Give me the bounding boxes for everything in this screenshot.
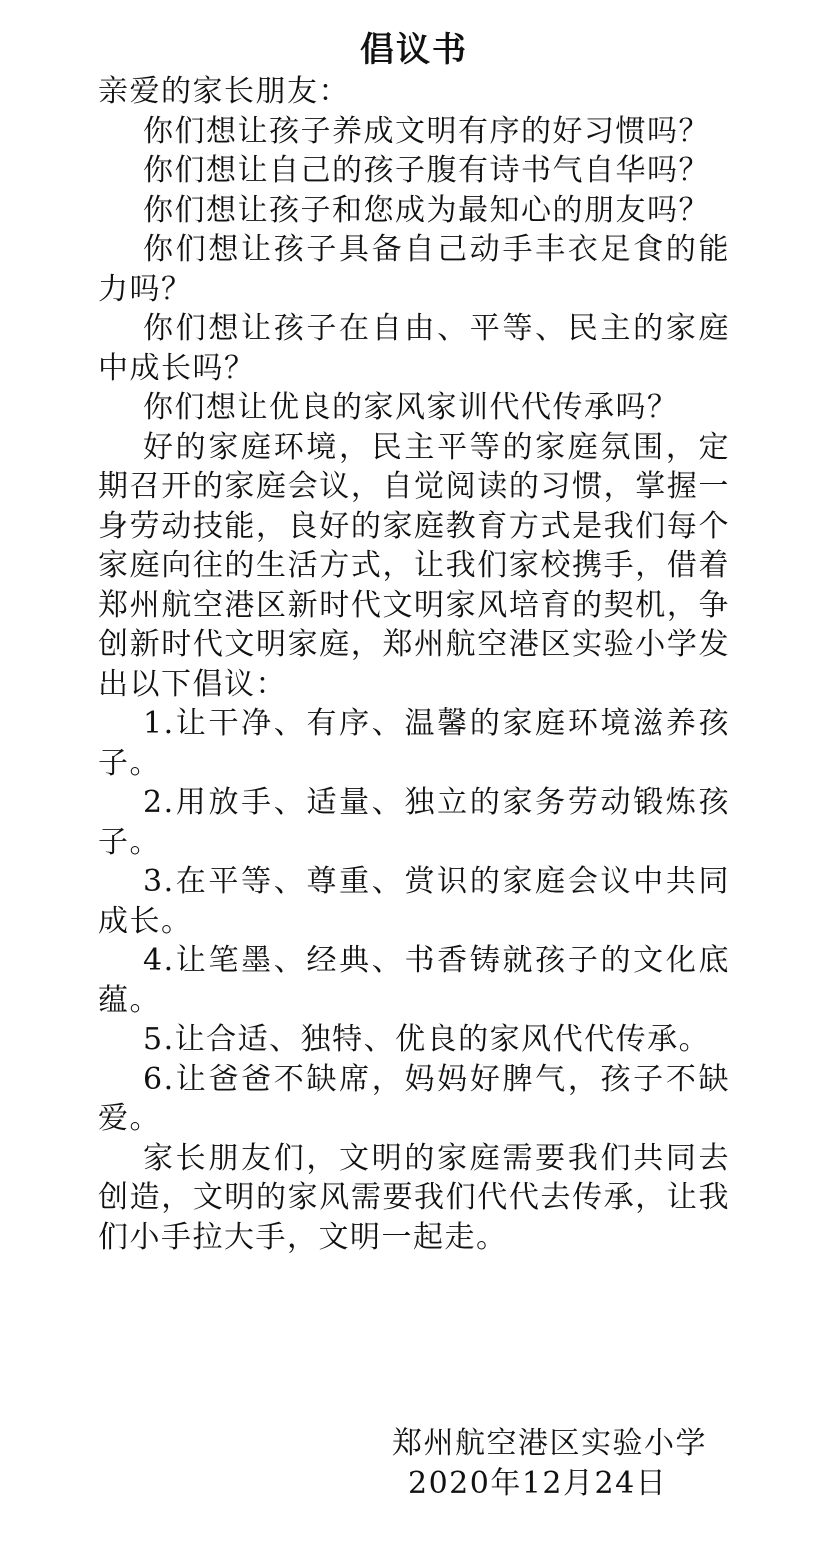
document-body bbox=[98, 72, 730, 1257]
paragraph-question-3: 你们想让孩子和您成为最知心的朋友吗？ bbox=[143, 192, 710, 228]
proposal-item-3: 3.在平等、尊重、赏识的家庭会议中共同成长。 bbox=[98, 864, 730, 939]
paragraph-intro: 好的家庭环境，民主平等的家庭氛围，定期召开的家庭会议，自觉阅读的习惯，掌握一身劳动技能，良好的家庭教育方式是我们每个家庭向往的生活方式，让我们家校携手，借着郑州航空港区新时代文明家风培育的契机，争创新时代文明家庭，郑州航空港区实验小学发出以下倡议： bbox=[98, 429, 730, 702]
signature-organization: 郑州航空港区实验小学 bbox=[392, 1426, 707, 1461]
proposal-item-6: 6.让爸爸不缺席，妈妈好脾气，孩子不缺爱。 bbox=[98, 1061, 730, 1136]
document-title: 倡议书 bbox=[360, 30, 468, 70]
paragraph-question-6: 你们想让优良的家风家训代代传承吗？ bbox=[143, 390, 679, 425]
paragraph-closing: 家长朋友们，文明的家庭需要我们共同去创造，文明的家风需要我们代代去传承，让我们小手拉大手，文明一起走。 bbox=[98, 1140, 730, 1255]
paragraph-question-4: 你们想让孩子具备自己动手丰衣足食的能力吗？ bbox=[98, 232, 730, 307]
salutation: 亲爱的家长朋友： bbox=[98, 74, 350, 109]
proposal-item-1: 1.让干净、有序、温馨的家庭环境滋养孩子。 bbox=[98, 706, 730, 781]
paragraph-question-1: 你们想让孩子养成文明有序的好习惯吗？ bbox=[143, 113, 710, 149]
paragraph-question-5: 你们想让孩子在自由、平等、民主的家庭中成长吗？ bbox=[98, 311, 730, 386]
proposal-item-4: 4.让笔墨、经典、书香铸就孩子的文化底蕴。 bbox=[98, 943, 730, 1018]
proposal-item-2: 2.用放手、适量、独立的家务劳动锻炼孩子。 bbox=[98, 785, 730, 860]
proposal-item-5: 5.让合适、独特、优良的家风代代传承。 bbox=[143, 1022, 711, 1057]
paragraph-question-2: 你们想让自己的孩子腹有诗书气自华吗？ bbox=[143, 153, 710, 188]
signature-date: 2020年12月24日 bbox=[408, 1466, 668, 1501]
